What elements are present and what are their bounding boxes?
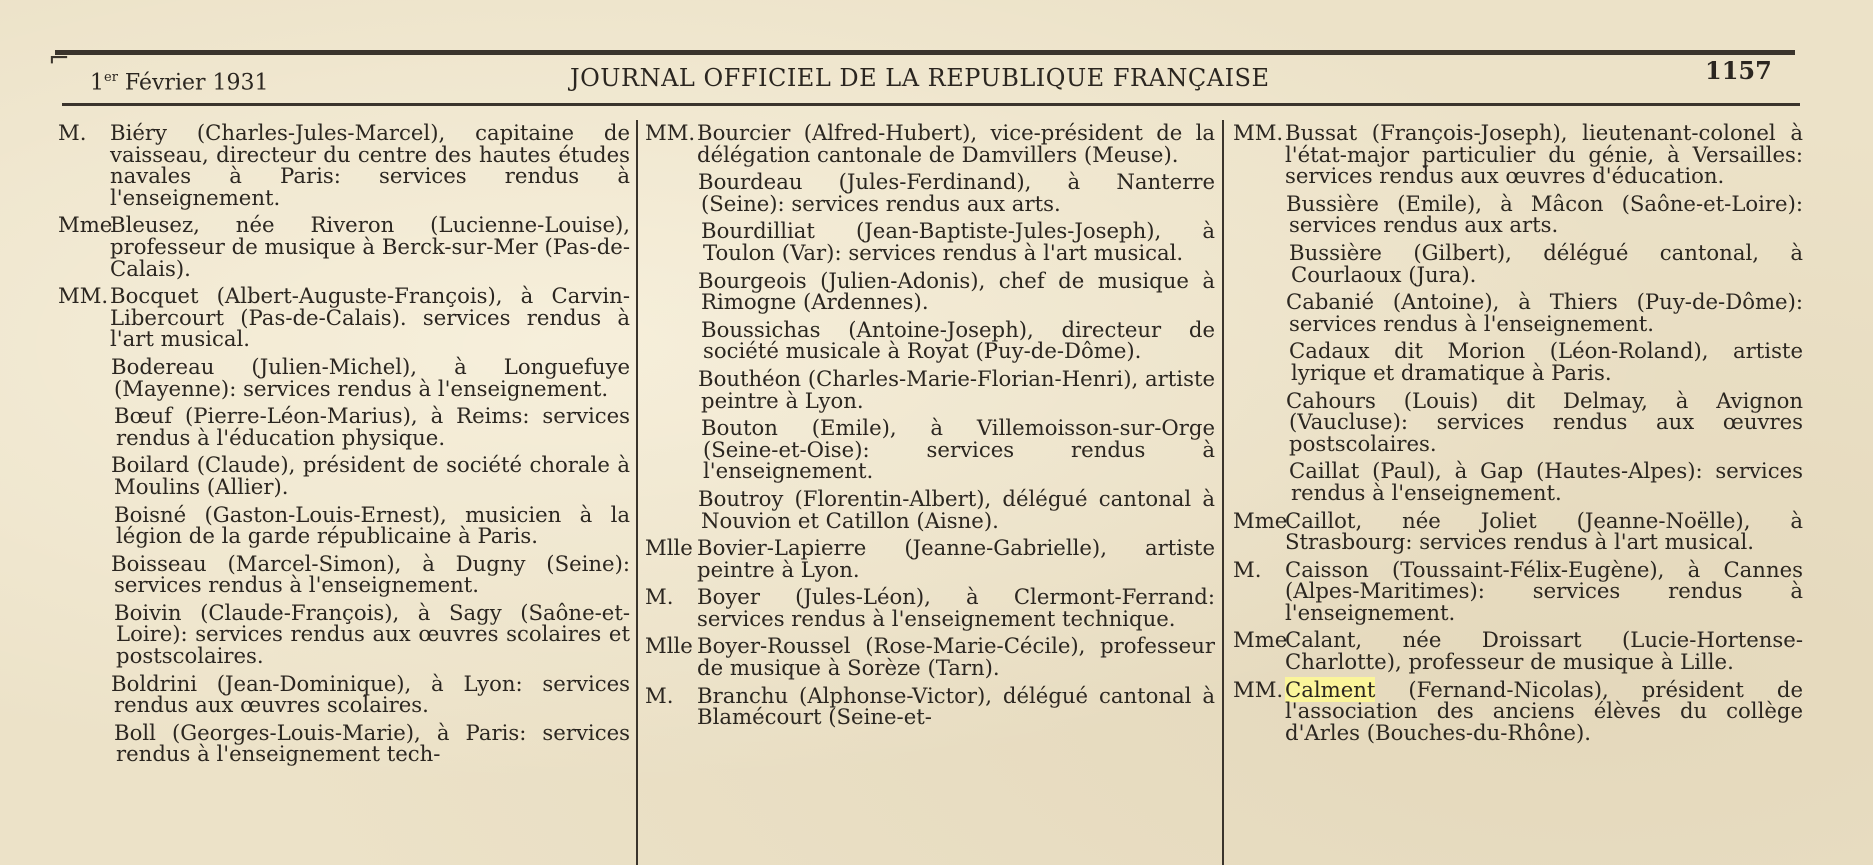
entry-title-prefix: Mlle [645,633,693,659]
entry-surname: Bocquet [110,283,199,309]
entry-surname: Biéry [110,122,167,145]
text-column-2 [645,122,1215,865]
header-title: JOURNAL OFFICIEL DE LA REPUBLIQUE FRANÇAISE [570,64,1270,92]
page-corner-mark: ⌐ [48,44,70,74]
entry-surname: Bouton [701,415,778,441]
entry-surname: Cabanié [1286,289,1374,315]
entry-surname: Bourdilliat [701,218,815,244]
entry-details: (Claude), président de société chorale à Moulins (Allier). [114,452,630,499]
list-entry [645,220,1215,263]
list-entry [58,353,630,401]
list-entry [58,670,630,718]
entry-details: (Gaston-Louis-Ernest), musicien à la légion de la garde républicaine à Paris. [116,501,630,549]
entry-details: (Léon-Roland), artiste lyrique et dramatique à Paris. [1291,338,1803,385]
entry-title-prefix: MM. [1233,676,1284,702]
list-entry [1233,556,1803,625]
entry-details: (Emile), à Mâcon (Saône-et-Loire): services rendus aux arts. [1289,190,1803,238]
entry-surname: Branchu [697,682,789,708]
entry-details: (Jules-Ferdinand), à Nanterre (Seine): services rendus aux arts. [701,169,1215,216]
entry-surname: Boll [114,719,156,745]
column-divider [1222,120,1224,865]
page-number: 1157 [1705,56,1772,85]
entry-title-prefix: Mme [58,212,113,238]
list-entry [1233,627,1803,675]
entry-details: (Alphonse-Victor), délégué cantonal à Blamécourt (Seine-et- [697,682,1215,730]
entry-title-prefix: MM. [1233,122,1284,145]
entry-details: (Emile), à Villemoisson-sur-Orge (Seine-et-Oise): services rendus à l'enseignement. [703,415,1215,484]
entry-details: (Antoine), à Thiers (Puy-de-Dôme): services rendus à l'enseignement. [1289,289,1803,336]
entry-details: (Paul), à Gap (Hautes-Alpes): services rendus à l'enseignement. [1291,458,1803,505]
entry-details: (Albert-Auguste-François), à Carvin-Libercourt (Pas-de-Calais). services rendus à l'art musical. [110,283,630,352]
list-entry [645,171,1215,214]
entry-details: , née Droissart (Lucie-Hortense-Charlotte), professeur de musique à Lille. [1285,627,1803,675]
entry-details: (Charles-Jules-Marcel), capitaine de vaisseau, directeur du centre des hautes études navales à Paris: services rendus à l'enseignement. [110,122,630,210]
list-entry [58,285,630,350]
entry-title-prefix: Mme [1233,507,1288,533]
entry-details: (Jules-Léon), à Clermont-Ferrand: services rendus à l'enseignement technique. [697,584,1215,631]
entry-details: (Louis) dit Delmay, à Avignon (Vaucluse): services rendus aux œuvres postscolaires. [1289,387,1803,456]
entry-surname: Bussière [1286,190,1379,216]
text-column-3 [1233,122,1803,865]
entry-surname: Boisné [114,501,187,527]
list-entry [1233,190,1803,238]
entry-surname: Caillot [1285,507,1356,533]
list-entry [645,122,1215,165]
entry-surname: Calant [1285,627,1356,653]
entry-title-prefix: MM. [58,283,109,309]
list-entry [645,485,1215,533]
list-entry [645,365,1215,413]
list-entry [1233,239,1803,287]
list-entry [1233,122,1803,187]
entry-details: (Gilbert), délégué cantonal, à Courlaoux (Jura). [1291,239,1803,287]
list-entry [1233,676,1803,745]
entry-title-prefix: M. [645,682,674,708]
entry-details: (Florentin-Albert), délégué cantonal à Nouvion et Catillon (Aisne). [701,485,1215,533]
entry-details: (Antoine-Joseph), directeur de société musicale à Royat (Puy-de-Dôme). [703,316,1215,364]
entry-details: (Claude-François), à Sagy (Saône-et-Loire): services rendus aux œuvres scolaires et postscolaires. [116,599,630,669]
entry-details: (Georges-Louis-Marie), à Paris: services rendus à l'enseignement tech- [116,719,630,767]
list-entry [1233,460,1803,503]
list-entry [58,719,630,767]
entry-title-prefix: Mlle [645,535,693,561]
header-bottom-rule [62,103,1800,106]
entry-details: (Rose-Marie-Cécile), professeur de musique à Sorèze (Tarn). [697,633,1215,681]
entry-surname: Bleusez [110,212,194,238]
entry-surname: Cahours [1286,387,1376,413]
entry-surname: Bovier-Lapierre [697,535,867,561]
entry-surname: Bouthéon [698,365,802,391]
entry-details: (François-Joseph), lieutenant-colonel à l'état-major particulier du génie, à Versailles: services rendus aux œuvres d'éducation. [1285,122,1803,189]
entry-surname: Boyer [697,584,760,610]
entry-surname: Bussat [1285,122,1358,145]
column-divider [636,120,638,865]
entry-surname: Boutroy [698,485,784,511]
entry-details: (Alfred-Hubert), vice-président de la délégation cantonale de Damvillers (Meuse). [697,122,1215,167]
entry-title-prefix: MM. [645,122,696,145]
list-entry [645,316,1215,364]
list-entry [645,682,1215,730]
list-entry [58,122,630,208]
list-entry [645,417,1215,482]
list-entry [645,537,1215,580]
entry-surname: Boyer-Roussel [697,633,851,659]
entry-title-prefix: Mme [1233,627,1288,653]
list-entry [58,454,630,497]
entry-surname: Boussichas [701,316,821,342]
list-entry [645,267,1215,315]
list-entry [645,633,1215,681]
list-entry [1233,340,1803,383]
entry-surname: Bœuf [114,403,173,429]
header-top-rule [55,50,1795,55]
entry-surname: Bodereau [111,353,215,379]
entry-surname: Bourgeois [698,267,807,293]
entry-details: (Fernand-Nicolas), président de l'association des anciens élèves du collège d'Arles (Bouches-du-Rhône). [1285,676,1803,745]
entry-surname: Caisson [1285,556,1369,582]
list-entry [1233,387,1803,456]
entry-details: (Toussaint-Félix-Eugène), à Cannes (Alpes-Maritimes): services rendus à l'enseignement. [1285,556,1803,625]
entry-surname: Cadaux dit Morion [1289,338,1526,364]
entry-surname: Bussière [1289,239,1382,265]
entry-details: (Jeanne-Gabrielle), artiste peintre à Lyon. [697,535,1215,582]
entry-details: (Charles-Marie-Florian-Henri), artiste peintre à Lyon. [701,365,1215,413]
list-entry [58,501,630,549]
entry-surname: Bourdeau [698,169,803,195]
entry-details: (Jean-Dominique), à Lyon: services rendus aux œuvres scolaires. [114,670,630,718]
entry-surname: Boisseau [111,550,207,576]
entry-details: , née Riveron (Lucienne-Louise), professeur de musique à Berck-sur-Mer (Pas-de-Calais). [110,212,630,281]
list-entry [58,550,630,598]
entry-surname: Boilard [111,452,190,478]
entry-title-prefix: M. [1233,556,1262,582]
entry-surname: Calment [1285,676,1376,702]
entry-details: (Julien-Adonis), chef de musique à Rimogne (Ardennes). [701,267,1215,315]
entry-surname: Caillat [1289,458,1360,484]
list-entry [58,405,630,448]
entry-title-prefix: M. [645,584,674,610]
entry-details: (Julien-Michel), à Longuefuye (Mayenne): services rendus à l'enseignement. [114,353,630,401]
entry-details: (Marcel-Simon), à Dugny (Seine): services rendus à l'enseignement. [114,550,630,598]
entry-title-prefix: M. [58,122,87,145]
entry-details: (Jean-Baptiste-Jules-Joseph), à Toulon (Var): services rendus à l'art musical. [703,218,1215,265]
list-entry [1233,507,1803,555]
header-date: 1er Février 1931 [90,70,269,96]
list-entry [645,586,1215,629]
entry-surname: Boivin [114,599,182,625]
entry-details: (Pierre-Léon-Marius), à Reims: services rendus à l'éducation physique. [116,403,630,450]
list-entry [58,599,630,669]
entry-details: , née Joliet (Jeanne-Noëlle), à Strasbourg: services rendus à l'art musical. [1285,507,1803,555]
entry-surname: Boldrini [111,670,197,696]
text-column-1 [58,122,630,865]
list-entry [58,214,630,279]
entry-surname: Bourcier [697,122,791,145]
list-entry [1233,291,1803,334]
